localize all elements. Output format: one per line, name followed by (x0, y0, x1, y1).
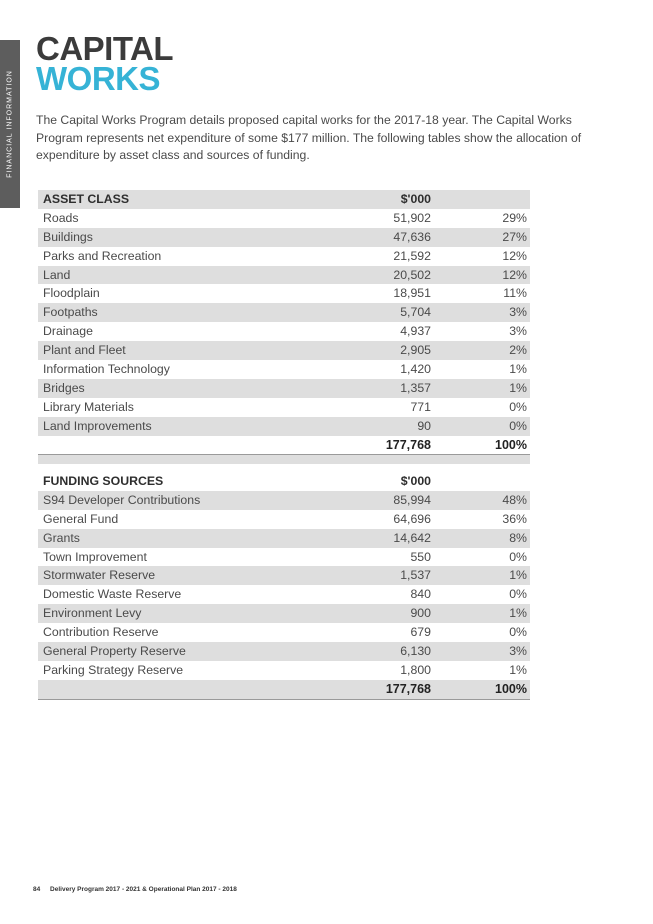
row-value: 679 (410, 625, 431, 640)
table-row (38, 303, 530, 322)
row-pct: 0% (509, 418, 527, 433)
row-pct: 3% (509, 305, 527, 320)
row-name: Floodplain (43, 286, 100, 301)
table-row (38, 661, 530, 680)
row-name: General Property Reserve (43, 644, 186, 659)
funding-rows (38, 491, 530, 680)
row-pct: 3% (509, 644, 527, 659)
table-row (38, 228, 530, 247)
row-name: Parking Strategy Reserve (43, 662, 184, 677)
row-pct: 8% (509, 530, 527, 545)
row-pct: 1% (509, 662, 527, 677)
table-row (38, 623, 530, 642)
row-pct: 1% (509, 568, 527, 583)
table-row (38, 360, 530, 379)
table-total-row (38, 436, 530, 456)
row-pct: 0% (509, 549, 527, 564)
row-value: 1,537 (400, 568, 431, 583)
table-row (38, 379, 530, 398)
row-name: Footpaths (43, 305, 98, 320)
row-pct: 3% (509, 324, 527, 339)
row-name: S94 Developer Contributions (43, 492, 201, 507)
row-value: 1,357 (400, 380, 431, 395)
row-name: Contribution Reserve (43, 625, 159, 640)
table-row (38, 529, 530, 548)
table-row (38, 491, 530, 510)
total-pct: 100% (495, 437, 527, 452)
table-row (38, 585, 530, 604)
row-value: 550 (410, 549, 431, 564)
row-name: Environment Levy (43, 606, 142, 621)
table-row (38, 398, 530, 417)
row-pct: 0% (509, 625, 527, 640)
row-pct: 48% (502, 492, 527, 507)
table-row (38, 566, 530, 585)
section-side-tab (0, 40, 20, 208)
row-pct: 29% (502, 210, 527, 225)
row-name: Plant and Fleet (43, 343, 126, 358)
table-row (38, 548, 530, 567)
row-value: 47,636 (393, 229, 431, 244)
row-value: 4,937 (400, 324, 431, 339)
header-value: $'000 (400, 474, 431, 488)
row-value: 51,902 (393, 210, 431, 225)
row-name: Roads (43, 210, 79, 225)
table-row (38, 322, 530, 341)
row-pct: 27% (502, 229, 527, 244)
row-value: 840 (410, 587, 431, 602)
table-row (38, 510, 530, 529)
footer-text: Delivery Program 2017 - 2021 & Operational Plan 2017 - 2018 (50, 886, 237, 893)
row-value: 900 (410, 606, 431, 621)
page-title (36, 30, 174, 97)
table-row (38, 284, 530, 303)
table-row (38, 341, 530, 360)
row-pct: 0% (509, 399, 527, 414)
table-row (38, 604, 530, 623)
page-number: 84 (33, 886, 41, 893)
row-pct: 12% (502, 267, 527, 282)
row-name: Information Technology (43, 362, 170, 377)
header-label: FUNDING SOURCES (43, 474, 164, 488)
row-value: 6,130 (400, 644, 431, 659)
row-name: Bridges (43, 380, 85, 395)
row-value: 90 (417, 418, 431, 433)
row-value: 771 (410, 399, 431, 414)
header-value: $'000 (400, 192, 431, 206)
row-value: 21,592 (393, 248, 431, 263)
row-value: 64,696 (393, 511, 431, 526)
row-value: 5,704 (400, 305, 431, 320)
header-label: ASSET CLASS (43, 192, 130, 206)
row-name: General Fund (43, 511, 119, 526)
side-tab-label: FINANCIAL INFORMATION (6, 70, 14, 178)
table-header (38, 472, 530, 491)
row-name: Land (43, 267, 71, 282)
row-pct: 2% (509, 343, 527, 358)
title-line-2: WORKS (36, 60, 160, 97)
total-value: 177,768 (385, 681, 431, 696)
row-pct: 0% (509, 587, 527, 602)
page-footer (33, 886, 237, 893)
table-row (38, 247, 530, 266)
asset-class-table (38, 190, 530, 464)
title-line-1: CAPITAL (36, 30, 174, 67)
row-pct: 1% (509, 362, 527, 377)
row-pct: 36% (502, 511, 527, 526)
row-pct: 12% (502, 248, 527, 263)
row-name: Grants (43, 530, 80, 545)
table-header (38, 190, 530, 209)
row-name: Stormwater Reserve (43, 568, 156, 583)
table-total-row (38, 680, 530, 700)
table-row (38, 417, 530, 436)
row-value: 14,642 (393, 530, 431, 545)
row-name: Domestic Waste Reserve (43, 587, 182, 602)
row-name: Library Materials (43, 399, 134, 414)
row-pct: 1% (509, 380, 527, 395)
row-name: Town Improvement (43, 549, 147, 564)
asset-rows (38, 209, 530, 436)
row-name: Land Improvements (43, 418, 152, 433)
total-pct: 100% (495, 681, 527, 696)
funding-sources-table (38, 472, 530, 700)
row-value: 1,420 (400, 362, 431, 377)
row-pct: 11% (503, 286, 527, 301)
row-value: 85,994 (393, 492, 431, 507)
row-value: 1,800 (400, 662, 431, 677)
table-row (38, 642, 530, 661)
table-row (38, 266, 530, 285)
table-row (38, 209, 530, 228)
row-name: Buildings (43, 229, 93, 244)
row-value: 18,951 (393, 286, 431, 301)
table-spacer (38, 455, 530, 464)
total-value: 177,768 (385, 437, 431, 452)
row-value: 2,905 (400, 343, 431, 358)
intro-paragraph: The Capital Works Program details proposed capital works for the 2017-18 year. The Capital Works Program represents net expenditure of some $177 million. The following tables show the allocation of expenditure by asset class and sources of funding. (36, 113, 582, 162)
row-pct: 1% (509, 606, 527, 621)
row-name: Drainage (43, 324, 93, 339)
row-name: Parks and Recreation (43, 248, 162, 263)
row-value: 20,502 (393, 267, 431, 282)
